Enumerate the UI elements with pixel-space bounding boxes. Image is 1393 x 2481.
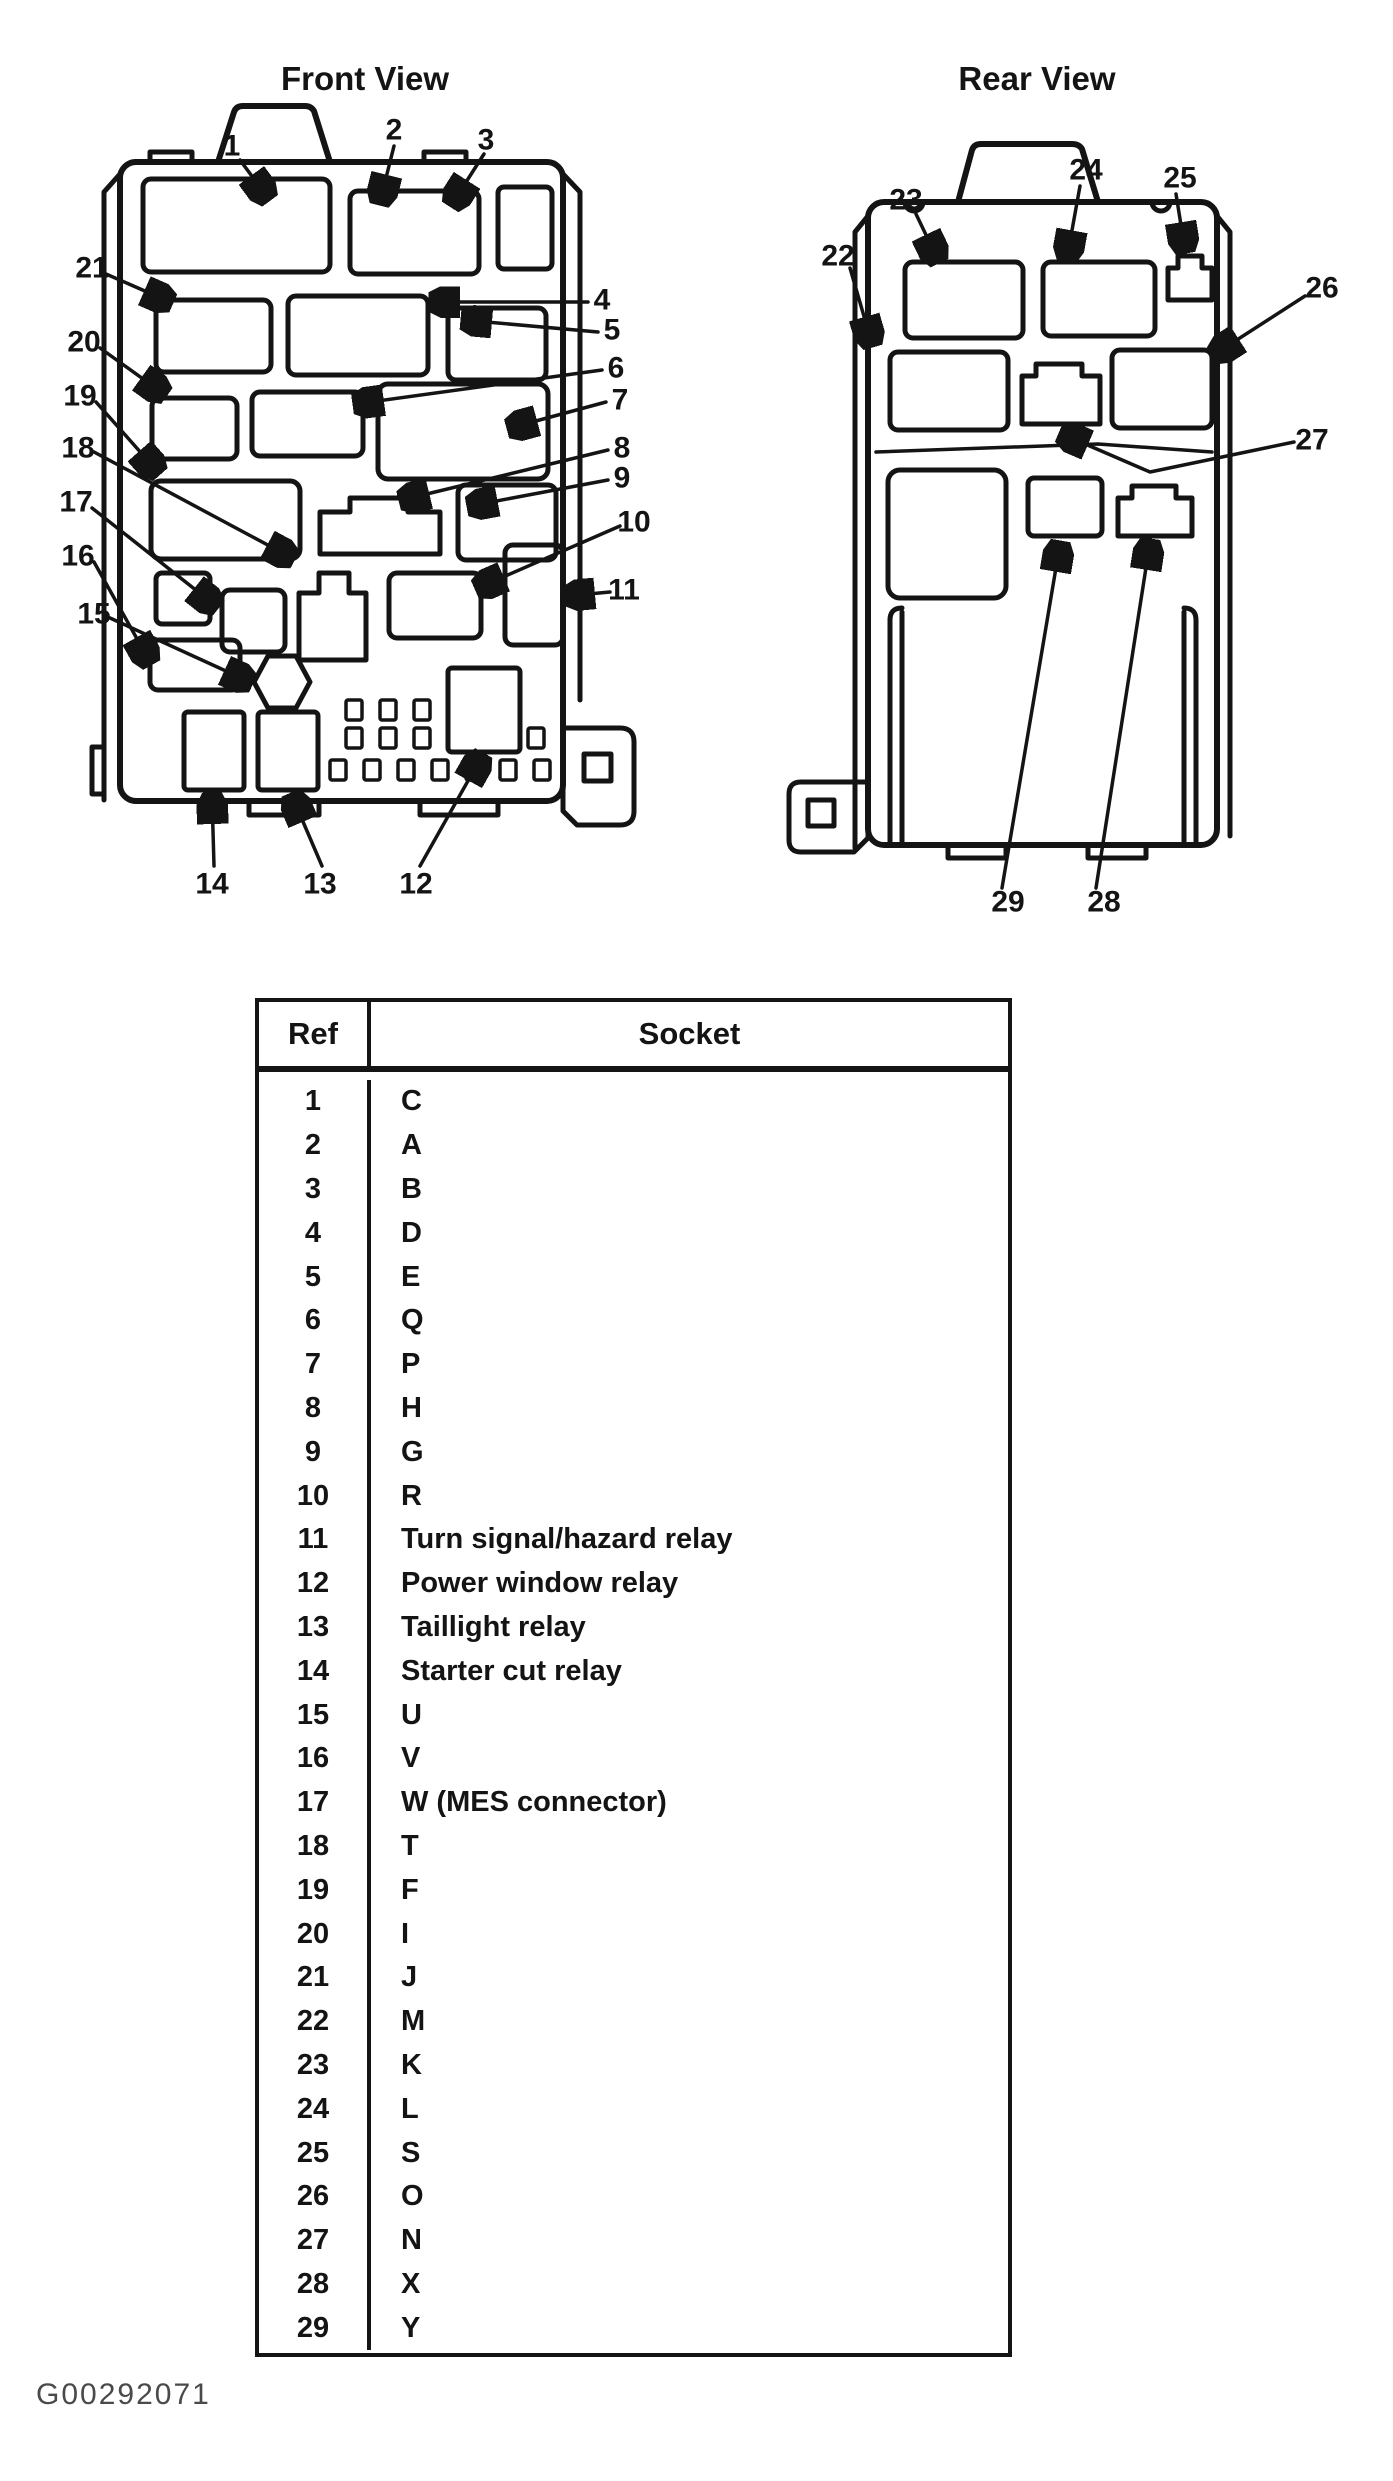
ref-cell: 13 <box>259 1606 371 1650</box>
ref-cell: 24 <box>259 2087 371 2131</box>
socket-table-row <box>259 2044 1008 2088</box>
socket-cell: P <box>401 1348 421 1381</box>
fuse-outline <box>1028 478 1102 536</box>
socket-cell: Y <box>401 2311 421 2344</box>
socket-table-row <box>259 1168 1008 1212</box>
callout-label-18: 18 <box>61 431 95 465</box>
socket-cell: O <box>401 2180 424 2213</box>
socket-cell: S <box>401 2136 421 2169</box>
socket-cell: N <box>401 2224 422 2257</box>
callout-label-22: 22 <box>821 239 855 273</box>
socket-cell: X <box>401 2267 421 2300</box>
socket-table-row <box>259 2306 1008 2350</box>
ref-cell: 5 <box>259 1255 371 1299</box>
callout-line-29 <box>1002 544 1060 888</box>
callout-line-12 <box>420 756 482 866</box>
socket-cell: Taillight relay <box>401 1610 586 1643</box>
socket-table-row <box>259 1912 1008 1956</box>
callout-label-15: 15 <box>77 597 111 631</box>
front-view-diagram <box>92 106 634 825</box>
socket-table-row <box>259 2175 1008 2219</box>
socket-table-row <box>259 1387 1008 1431</box>
relay-socket <box>184 712 244 790</box>
fuse-outline <box>1112 350 1212 428</box>
ref-cell: 15 <box>259 1693 371 1737</box>
socket-table-row <box>259 1562 1008 1606</box>
callout-line-27 <box>1062 434 1294 472</box>
fuse-outline <box>143 179 330 272</box>
ref-cell: 2 <box>259 1124 371 1168</box>
ref-cell: 16 <box>259 1737 371 1781</box>
ref-cell: 11 <box>259 1518 371 1562</box>
ref-cell: 14 <box>259 1649 371 1693</box>
fuse-slot <box>380 728 396 748</box>
callout-label-9: 9 <box>613 461 631 495</box>
ref-cell: 8 <box>259 1387 371 1431</box>
figure-code: G00292071 <box>36 2378 211 2411</box>
front-view-title: Front View <box>280 60 450 97</box>
callout-label-6: 6 <box>607 351 625 385</box>
socket-cell: Turn signal/hazard relay <box>401 1523 733 1556</box>
socket-cell: H <box>401 1391 422 1424</box>
ref-column-header: Ref <box>259 1002 371 1066</box>
front-bracket-hole <box>584 754 611 781</box>
ref-cell: 6 <box>259 1299 371 1343</box>
socket-table-row <box>259 1299 1008 1343</box>
socket-cell: U <box>401 1698 422 1731</box>
ref-cell: 4 <box>259 1211 371 1255</box>
socket-table-row <box>259 1255 1008 1299</box>
ref-cell: 23 <box>259 2044 371 2088</box>
fuse-outline <box>1043 262 1155 336</box>
socket-cell: Power window relay <box>401 1567 679 1600</box>
ref-cell: 3 <box>259 1168 371 1212</box>
socket-table-row <box>259 2263 1008 2307</box>
connector-outline <box>299 573 366 660</box>
fuse-outline <box>389 573 481 638</box>
socket-cell: E <box>401 1260 421 1293</box>
socket-table-row <box>259 1474 1008 1518</box>
fuse-slot <box>346 728 362 748</box>
callout-label-27: 27 <box>1295 423 1329 457</box>
callout-label-11: 11 <box>608 573 640 607</box>
callout-line-11 <box>567 592 610 596</box>
socket-table-row <box>259 1693 1008 1737</box>
fuse-outline <box>252 392 363 456</box>
front-box-mount-bracket <box>563 728 634 825</box>
socket-cell: V <box>401 1742 421 1775</box>
socket-cell: M <box>401 2005 426 2038</box>
socket-table-row <box>259 1430 1008 1474</box>
socket-table-row <box>259 1124 1008 1168</box>
fuse-outline <box>498 187 552 269</box>
socket-cell: Starter cut relay <box>401 1654 622 1687</box>
socket-table-row <box>259 1737 1008 1781</box>
fuse-outline <box>222 590 285 652</box>
socket-cell: D <box>401 1216 422 1249</box>
callout-label-25: 25 <box>1163 161 1197 195</box>
ref-cell: 22 <box>259 2000 371 2044</box>
fuse-slot-grid <box>330 700 550 780</box>
socket-cell: R <box>401 1479 422 1512</box>
ref-cell: 7 <box>259 1343 371 1387</box>
callout-label-4: 4 <box>593 283 611 317</box>
connector-outline <box>1168 256 1212 300</box>
callout-label-14: 14 <box>195 867 229 901</box>
fuse-slot <box>500 760 516 780</box>
fuse-outline <box>890 352 1008 430</box>
callout-line-21 <box>106 274 170 302</box>
socket-cell: L <box>401 2092 419 2125</box>
callout-label-21: 21 <box>75 251 109 285</box>
ref-cell: 9 <box>259 1430 371 1474</box>
fuse-slot <box>414 728 430 748</box>
rear-inner-right-panel <box>1184 608 1196 843</box>
rear-view-diagram <box>789 144 1230 858</box>
relay-socket <box>258 712 318 790</box>
fuse-slot <box>346 700 362 720</box>
socket-table-header <box>259 1002 1008 1072</box>
callout-label-5: 5 <box>603 313 621 347</box>
callout-label-28: 28 <box>1087 885 1121 919</box>
fuse-slot <box>330 760 346 780</box>
socket-table-row <box>259 1606 1008 1650</box>
fuse-box-diagram <box>0 0 1393 960</box>
callout-label-29: 29 <box>991 885 1025 919</box>
callout-label-17: 17 <box>59 485 93 519</box>
fuse-slot <box>432 760 448 780</box>
socket-table-row <box>259 1956 1008 2000</box>
socket-table-row <box>259 1211 1008 1255</box>
front-box-foot-tab <box>249 801 319 815</box>
ref-cell: 28 <box>259 2263 371 2307</box>
fuse-slot <box>398 760 414 780</box>
callout-label-1: 1 <box>223 129 241 163</box>
socket-table-row <box>259 1080 1008 1124</box>
fuse-outline-stepped <box>1118 486 1192 536</box>
socket-cell: F <box>401 1873 419 1906</box>
callout-label-10: 10 <box>617 505 651 539</box>
fuse-outline <box>905 262 1023 338</box>
socket-table-row <box>259 2000 1008 2044</box>
fuse-slot <box>364 760 380 780</box>
ref-cell: 17 <box>259 1781 371 1825</box>
fuse-outline <box>448 308 546 380</box>
socket-table-row <box>259 1868 1008 1912</box>
callout-label-24: 24 <box>1069 153 1103 187</box>
callout-line-7 <box>510 402 606 428</box>
callout-label-23: 23 <box>889 183 923 217</box>
rear-view-title: Rear View <box>958 60 1116 97</box>
ref-cell: 25 <box>259 2131 371 2175</box>
ref-cell: 1 <box>259 1080 371 1124</box>
socket-table-row <box>259 1781 1008 1825</box>
fuse-outline <box>150 640 240 690</box>
blank-panel <box>888 470 1006 598</box>
ref-cell: 29 <box>259 2306 371 2350</box>
socket-cell: J <box>401 1961 418 1994</box>
callout-line-24 <box>1067 186 1080 258</box>
ref-cell: 20 <box>259 1912 371 1956</box>
fuse-slot <box>534 760 550 780</box>
callout-line-10 <box>478 526 620 588</box>
ref-cell: 21 <box>259 1956 371 2000</box>
rear-box-foot-tab <box>1088 845 1146 858</box>
socket-cell: G <box>401 1435 424 1468</box>
fuse-outline <box>350 191 479 274</box>
ref-cell: 27 <box>259 2219 371 2263</box>
socket-cell: B <box>401 1172 422 1205</box>
socket-table <box>255 998 1012 2357</box>
callout-label-26: 26 <box>1305 271 1339 305</box>
ref-cell: 18 <box>259 1825 371 1869</box>
fuse-outline <box>156 300 271 372</box>
fuse-outline-stepped <box>1022 364 1100 424</box>
socket-cell: K <box>401 2048 422 2081</box>
socket-table-row <box>259 2219 1008 2263</box>
callout-label-12: 12 <box>399 867 433 901</box>
ref-cell: 19 <box>259 1868 371 1912</box>
socket-table-row <box>259 1343 1008 1387</box>
callout-line-18 <box>94 452 292 558</box>
rear-box-foot-tab <box>948 845 1006 858</box>
callout-label-13: 13 <box>303 867 337 901</box>
callout-label-20: 20 <box>67 325 101 359</box>
socket-cell: T <box>401 1829 419 1862</box>
callout-line-28 <box>1096 542 1150 888</box>
callout-line-14 <box>212 796 214 866</box>
socket-column-header: Socket <box>638 1016 741 1051</box>
connector-outline <box>254 656 310 708</box>
callout-label-2: 2 <box>385 113 403 147</box>
rear-bracket-hole <box>808 800 834 826</box>
callout-line-8 <box>402 450 608 500</box>
rear-inner-left-panel <box>890 608 902 845</box>
fuse-outline <box>288 296 428 375</box>
ref-cell: 26 <box>259 2175 371 2219</box>
callout-annotations <box>59 114 1338 919</box>
socket-table-row <box>259 1649 1008 1693</box>
socket-cell: A <box>401 1129 422 1162</box>
ref-cell: 12 <box>259 1562 371 1606</box>
socket-cell: Q <box>401 1304 424 1337</box>
socket-table-row <box>259 2131 1008 2175</box>
callout-label-7: 7 <box>611 383 629 417</box>
socket-cell: W (MES connector) <box>401 1786 667 1819</box>
fuse-slot <box>380 700 396 720</box>
socket-table-row <box>259 1518 1008 1562</box>
relay-socket <box>448 668 520 752</box>
rear-interior-divider <box>876 444 1212 452</box>
socket-table-row <box>259 2087 1008 2131</box>
socket-cell: I <box>401 1917 410 1950</box>
fuse-outline-stepped <box>320 498 440 554</box>
socket-cell: C <box>401 1085 422 1118</box>
fuse-slot <box>414 700 430 720</box>
front-box-foot-tab <box>420 801 498 815</box>
socket-table-body <box>259 1072 1008 2353</box>
socket-table-row <box>259 1825 1008 1869</box>
callout-label-3: 3 <box>477 123 495 157</box>
fuse-slot <box>528 728 544 748</box>
ref-cell: 10 <box>259 1474 371 1518</box>
fuse-outline <box>152 398 237 459</box>
callout-label-19: 19 <box>63 379 97 413</box>
callout-line-2 <box>380 146 394 202</box>
callout-line-23 <box>916 214 938 260</box>
callout-label-16: 16 <box>61 539 95 573</box>
callout-label-8: 8 <box>613 431 631 465</box>
